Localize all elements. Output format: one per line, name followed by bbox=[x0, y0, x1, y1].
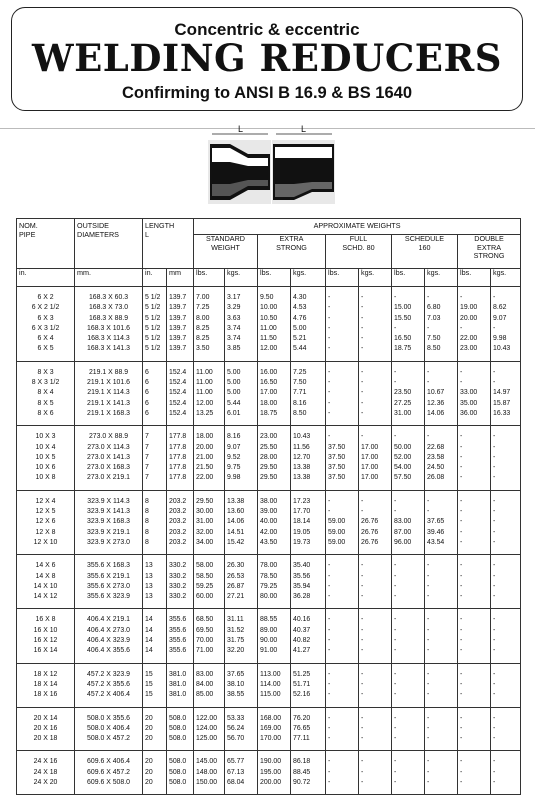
table-cell: - 22.68 23.58 24.50 26.08 bbox=[425, 426, 458, 490]
units-row bbox=[17, 269, 521, 287]
table-cell: 8 8 8 8 8 bbox=[143, 490, 167, 554]
table-cell: - - - - - bbox=[491, 490, 521, 554]
table-cell: - 37.50 37.50 37.50 37.50 bbox=[326, 426, 359, 490]
table-row-group bbox=[17, 555, 521, 609]
table-cell: 7.00 7.25 8.00 8.25 8.25 3.50 bbox=[194, 287, 225, 362]
table-cell: 7.25 7.50 7.71 8.16 8.50 bbox=[291, 361, 326, 425]
table-cell: 355.6 355.6 355.6 355.6 bbox=[167, 609, 194, 663]
table-cell: 68.50 69.50 70.00 71.00 bbox=[194, 609, 225, 663]
table-cell: 17.23 17.70 18.14 19.05 19.73 bbox=[291, 490, 326, 554]
table-cell: - - - bbox=[491, 751, 521, 795]
table-cell: 14 X 6 14 X 8 14 X 10 14 X 12 bbox=[17, 555, 75, 609]
table-cell: - - - bbox=[326, 751, 359, 795]
table-cell: 76.20 76.65 77.11 bbox=[291, 707, 326, 751]
table-cell: 35.40 35.56 35.94 36.28 bbox=[291, 555, 326, 609]
table-cell: 508.0 508.0 508.0 bbox=[167, 707, 194, 751]
table-cell: 3.17 3.29 3.63 3.74 3.74 3.85 bbox=[225, 287, 258, 362]
header-nom-pipe: NOM. PIPE bbox=[17, 219, 75, 269]
table-cell: - - - bbox=[359, 751, 392, 795]
table-cell: 18 X 12 18 X 14 18 X 16 bbox=[17, 663, 75, 707]
table-cell: - - - - bbox=[359, 609, 392, 663]
table-cell: - - - - bbox=[392, 609, 425, 663]
table-row-group bbox=[17, 707, 521, 751]
unit-cell: kgs. bbox=[425, 269, 458, 287]
table-body bbox=[17, 287, 521, 795]
table-cell: - 50.00 52.00 54.00 57.50 bbox=[392, 426, 425, 490]
unit-cell: kgs. bbox=[291, 269, 326, 287]
table-cell: 20 X 14 20 X 16 20 X 18 bbox=[17, 707, 75, 751]
table-cell: - - - bbox=[392, 751, 425, 795]
table-cell: - 15.00 15.50 - 16.50 18.75 bbox=[392, 287, 425, 362]
unit-cell: mm bbox=[167, 269, 194, 287]
table-cell: - - - - - bbox=[458, 426, 491, 490]
table-cell: - - - - - bbox=[359, 361, 392, 425]
table-cell: - - - - bbox=[326, 609, 359, 663]
header-approx-weights: APPROXIMATE WEIGHTS bbox=[194, 219, 521, 235]
table-cell: 609.6 X 406.4 609.6 X 457.2 609.6 X 508.0 bbox=[75, 751, 143, 795]
table-cell: 13.38 13.60 14.06 14.51 15.42 bbox=[225, 490, 258, 554]
table-cell: - - - bbox=[392, 707, 425, 751]
divider bbox=[0, 128, 535, 129]
table-cell: 51.25 51.71 52.16 bbox=[291, 663, 326, 707]
table-cell: - - - bbox=[326, 663, 359, 707]
table-cell: 457.2 X 323.9 457.2 X 355.6 457.2 X 406.4 bbox=[75, 663, 143, 707]
table-cell: - - 26.76 26.76 26.76 bbox=[359, 490, 392, 554]
unit-cell: lbs. bbox=[326, 269, 359, 287]
table-cell: 9.50 10.00 10.50 11.00 11.50 12.00 bbox=[258, 287, 291, 362]
subtitle-top: Concentric & eccentric bbox=[174, 20, 360, 39]
table-cell: - - 10.67 12.36 14.06 bbox=[425, 361, 458, 425]
table-cell: 219.1 X 88.9 219.1 X 101.6 219.1 X 114.3 219.1 X 141.3 219.1 X 168.3 bbox=[75, 361, 143, 425]
table-cell: 86.18 88.45 90.72 bbox=[291, 751, 326, 795]
table-cell: 381.0 381.0 381.0 bbox=[167, 663, 194, 707]
table-cell: - - - bbox=[458, 707, 491, 751]
header-outside-diameters: OUTSIDE DIAMETERS bbox=[75, 219, 143, 269]
unit-cell: lbs. bbox=[458, 269, 491, 287]
table-cell: - 8.62 9.07 - 9.98 10.43 bbox=[491, 287, 521, 362]
unit-cell: in. bbox=[17, 269, 75, 287]
unit-cell: kgs. bbox=[225, 269, 258, 287]
table-row-group bbox=[17, 287, 521, 362]
table-cell: 53.33 56.24 56.70 bbox=[225, 707, 258, 751]
table-cell: 323.9 X 114.3 323.9 X 141.3 323.9 X 168.3 323.9 X 219.1 323.9 X 273.0 bbox=[75, 490, 143, 554]
table-cell: - - - - - bbox=[458, 490, 491, 554]
table-cell: 10 X 3 10 X 4 10 X 5 10 X 6 10 X 8 bbox=[17, 426, 75, 490]
table-cell: - - - bbox=[458, 663, 491, 707]
table-cell: 12 X 4 12 X 5 12 X 6 12 X 8 12 X 10 bbox=[17, 490, 75, 554]
header-standard-weight: STANDARD WEIGHT bbox=[194, 235, 258, 269]
table-cell: - 17.00 17.00 17.00 17.00 bbox=[359, 426, 392, 490]
table-cell: 18.00 20.00 21.00 21.50 22.00 bbox=[194, 426, 225, 490]
table-cell: - - 33.00 35.00 36.00 bbox=[458, 361, 491, 425]
table-cell: - - - bbox=[491, 663, 521, 707]
table-cell: - - - bbox=[425, 663, 458, 707]
table-cell: 113.00 114.00 115.00 bbox=[258, 663, 291, 707]
table-row-group bbox=[17, 751, 521, 795]
header-double-extra-strong: DOUBLE EXTRA STRONG bbox=[458, 235, 521, 269]
table-row-group bbox=[17, 426, 521, 490]
table-cell: 31.11 31.52 31.75 32.20 bbox=[225, 609, 258, 663]
table-cell: 78.00 78.50 79.25 80.00 bbox=[258, 555, 291, 609]
table-cell: 11.00 11.00 11.00 12.00 13.25 bbox=[194, 361, 225, 425]
table-cell: 6 X 2 6 X 2 1/2 6 X 3 6 X 3 1/2 6 X 4 6 X 5 bbox=[17, 287, 75, 362]
table-cell: - - - - bbox=[458, 609, 491, 663]
table-cell: - - - bbox=[359, 663, 392, 707]
table-cell: - - - - bbox=[491, 609, 521, 663]
table-cell: - - - - bbox=[491, 555, 521, 609]
table-cell: - - 23.50 27.25 31.00 bbox=[392, 361, 425, 425]
table-cell: 508.0 X 355.6 508.0 X 406.4 508.0 X 457.2 bbox=[75, 707, 143, 751]
table-cell: 355.6 X 168.3 355.6 X 219.1 355.6 X 273.0 355.6 X 323.9 bbox=[75, 555, 143, 609]
standards-line: Confirming to ANSI B 16.9 & BS 1640 bbox=[121, 84, 413, 102]
length-label-right: L bbox=[301, 124, 307, 134]
table-cell: - - - - bbox=[425, 609, 458, 663]
table-cell: 37.65 38.10 38.55 bbox=[225, 663, 258, 707]
table-cell: - - 14.97 15.87 16.33 bbox=[491, 361, 521, 425]
eccentric-reducer-image bbox=[272, 132, 335, 204]
table-cell: - - 59.00 59.00 59.00 bbox=[326, 490, 359, 554]
table-cell: 122.00 124.00 125.00 bbox=[194, 707, 225, 751]
header-extra-strong: EXTRA STRONG bbox=[258, 235, 326, 269]
table-cell: - - - - - - bbox=[326, 287, 359, 362]
table-cell: - - - bbox=[425, 707, 458, 751]
table-cell: - - - bbox=[425, 751, 458, 795]
table-cell: 16.00 16.50 17.00 18.00 18.75 bbox=[258, 361, 291, 425]
table-cell: 168.00 169.00 170.00 bbox=[258, 707, 291, 751]
table-cell: 40.16 40.37 40.82 41.27 bbox=[291, 609, 326, 663]
table-cell: 4.30 4.53 4.76 5.00 5.21 5.44 bbox=[291, 287, 326, 362]
table-cell: 5.00 5.00 5.00 5.44 6.01 bbox=[225, 361, 258, 425]
table-cell: - 6.80 7.03 - 7.50 8.50 bbox=[425, 287, 458, 362]
unit-cell: kgs. bbox=[491, 269, 521, 287]
length-label-left: L bbox=[238, 124, 244, 134]
table-cell: 330.2 330.2 330.2 330.2 bbox=[167, 555, 194, 609]
table-cell: 8.16 9.07 9.52 9.75 9.98 bbox=[225, 426, 258, 490]
unit-cell: mm. bbox=[75, 269, 143, 287]
table-cell: 145.00 148.00 150.00 bbox=[194, 751, 225, 795]
table-cell: - - - - bbox=[392, 555, 425, 609]
table-cell: - - - - bbox=[458, 555, 491, 609]
table-cell: 20 20 20 bbox=[143, 707, 167, 751]
table-cell: 406.4 X 219.1 406.4 X 273.0 406.4 X 323.9 406.4 X 355.6 bbox=[75, 609, 143, 663]
unit-cell: in. bbox=[143, 269, 167, 287]
table-cell: - - - - bbox=[359, 555, 392, 609]
table-cell: - - - bbox=[491, 707, 521, 751]
table-row-group bbox=[17, 361, 521, 425]
title-box bbox=[11, 7, 523, 111]
header-length: LENGTH L bbox=[143, 219, 194, 269]
table-cell: 15 15 15 bbox=[143, 663, 167, 707]
table-cell: 139.7 139.7 139.7 139.7 139.7 139.7 bbox=[167, 287, 194, 362]
table-row-group bbox=[17, 663, 521, 707]
page-title: WELDING REDUCERS bbox=[32, 36, 502, 80]
table-cell: 14 14 14 14 bbox=[143, 609, 167, 663]
unit-cell: kgs. bbox=[359, 269, 392, 287]
table-cell: 24 X 16 24 X 18 24 X 20 bbox=[17, 751, 75, 795]
table-cell: 508.0 508.0 508.0 bbox=[167, 751, 194, 795]
concentric-reducer-image bbox=[208, 132, 271, 204]
table-cell: 8 X 3 8 X 3 1/2 8 X 4 8 X 5 8 X 6 bbox=[17, 361, 75, 425]
table-cell: - - - - - bbox=[326, 361, 359, 425]
table-cell: - - - - - - bbox=[359, 287, 392, 362]
header-schedule-80: FULL SCHD. 80 bbox=[326, 235, 392, 269]
table-cell: - - - bbox=[326, 707, 359, 751]
table-cell: 6 6 6 6 6 bbox=[143, 361, 167, 425]
table-row-group bbox=[17, 609, 521, 663]
table-cell: 168.3 X 60.3 168.3 X 73.0 168.3 X 88.9 168.3 X 101.6 168.3 X 114.3 168.3 X 141.3 bbox=[75, 287, 143, 362]
table-cell: 65.77 67.13 68.04 bbox=[225, 751, 258, 795]
table-cell: 83.00 84.00 85.00 bbox=[194, 663, 225, 707]
table-cell: 23.00 25.50 28.00 29.50 29.50 bbox=[258, 426, 291, 490]
table-cell: 58.00 58.50 59.25 60.00 bbox=[194, 555, 225, 609]
table-cell: 177.8 177.8 177.8 177.8 177.8 bbox=[167, 426, 194, 490]
table-cell: 152.4 152.4 152.4 152.4 152.4 bbox=[167, 361, 194, 425]
table-row-group bbox=[17, 490, 521, 554]
table-cell: 16 X 8 16 X 10 16 X 12 16 X 14 bbox=[17, 609, 75, 663]
table-cell: 13 13 13 13 bbox=[143, 555, 167, 609]
table-cell: - - - - - bbox=[491, 426, 521, 490]
header-schedule-160: SCHEDULE 160 bbox=[392, 235, 458, 269]
table-cell: - - - - bbox=[425, 555, 458, 609]
table-cell: 203.2 203.2 203.2 203.2 203.2 bbox=[167, 490, 194, 554]
table-cell: 190.00 195.00 200.00 bbox=[258, 751, 291, 795]
table-cell: - - - bbox=[392, 663, 425, 707]
table-cell: - - - bbox=[359, 707, 392, 751]
unit-cell: lbs. bbox=[194, 269, 225, 287]
table-cell: - - - - bbox=[326, 555, 359, 609]
table-cell: 5 1/2 5 1/2 5 1/2 5 1/2 5 1/2 5 1/2 bbox=[143, 287, 167, 362]
table-cell: 88.55 89.00 90.00 91.00 bbox=[258, 609, 291, 663]
table-cell: 7 7 7 7 7 bbox=[143, 426, 167, 490]
table-cell: - - - bbox=[458, 751, 491, 795]
unit-cell: lbs. bbox=[258, 269, 291, 287]
table-cell: - 19.00 20.00 - 22.00 23.00 bbox=[458, 287, 491, 362]
table-cell: - - 37.65 39.46 43.54 bbox=[425, 490, 458, 554]
table-cell: 26.30 26.53 26.87 27.21 bbox=[225, 555, 258, 609]
table-cell: 10.43 11.56 12.70 13.38 13.38 bbox=[291, 426, 326, 490]
unit-cell: lbs. bbox=[392, 269, 425, 287]
table-cell: 273.0 X 88.9 273.0 X 114.3 273.0 X 141.3 273.0 X 168.3 273.0 X 219.1 bbox=[75, 426, 143, 490]
table-cell: - - 83.00 87.00 96.00 bbox=[392, 490, 425, 554]
weights-table bbox=[16, 218, 521, 795]
table-cell: 38.00 39.00 40.00 42.00 43.50 bbox=[258, 490, 291, 554]
table-cell: 29.50 30.00 31.00 32.00 34.00 bbox=[194, 490, 225, 554]
table-cell: 20 20 20 bbox=[143, 751, 167, 795]
